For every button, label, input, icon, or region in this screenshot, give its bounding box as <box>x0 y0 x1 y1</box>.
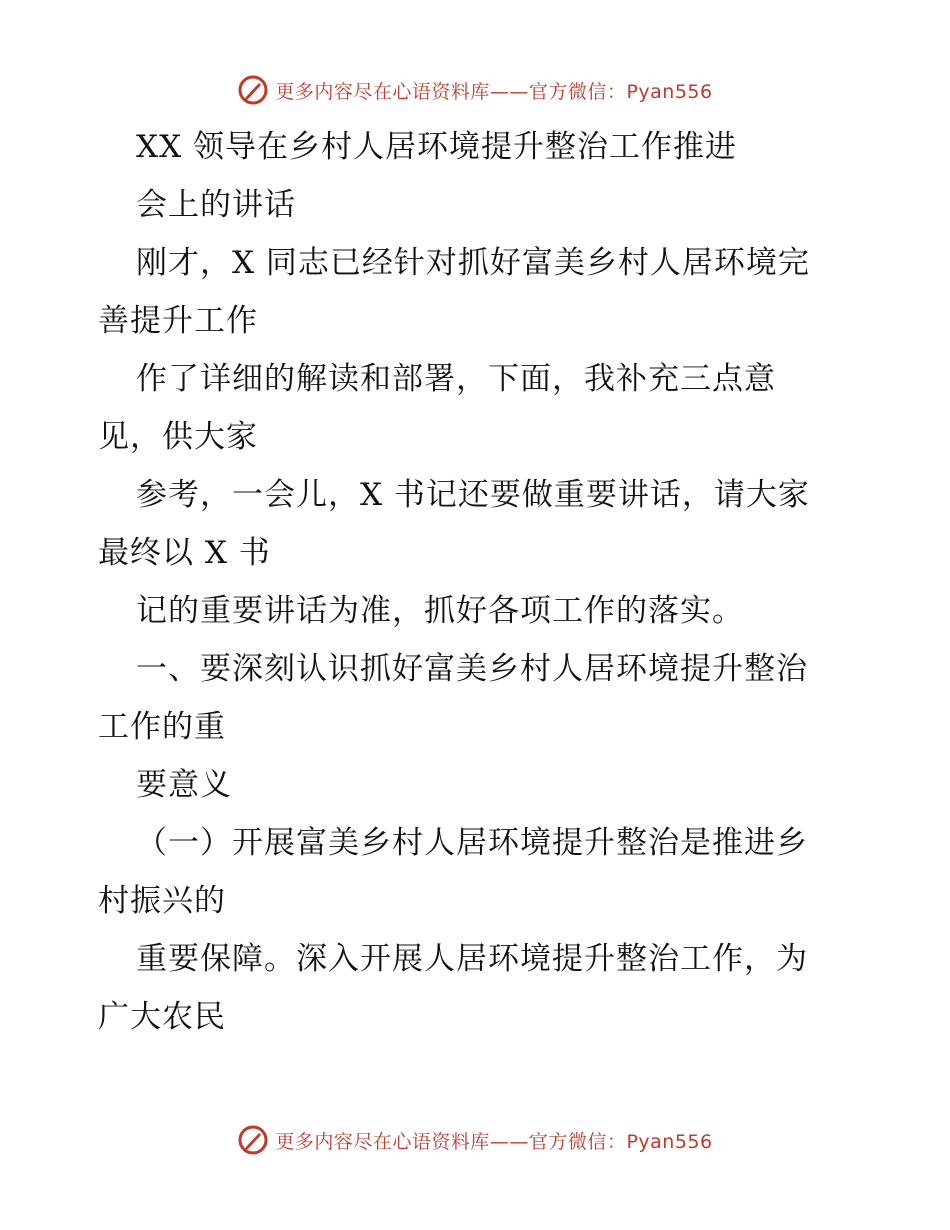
watermark-text <box>275 1127 712 1154</box>
quill-logo-icon <box>237 74 269 106</box>
header-watermark <box>0 70 950 110</box>
watermark-wechat-label: 官方微信： <box>528 80 627 103</box>
document-line: 善提升工作 <box>98 303 258 339</box>
document-line: 见，供大家 <box>98 419 258 455</box>
watermark-wechat-label: 官方微信： <box>528 1130 627 1153</box>
document-line: 广大农民 <box>98 999 226 1035</box>
watermark-separator: —— <box>489 1130 529 1153</box>
quill-logo-icon <box>237 1124 269 1156</box>
watermark-separator: —— <box>489 80 529 103</box>
document-line: 要意义 <box>136 767 232 803</box>
document-line: 参考，一会儿，X 书记还要做重要讲话，请大家 <box>136 477 810 513</box>
document-line: 作了详细的解读和部署，下面，我补充三点意 <box>136 361 776 397</box>
document-line: 记的重要讲话为准，抓好各项工作的落实。 <box>136 593 744 629</box>
watermark-text <box>275 77 712 104</box>
document-line: 村振兴的 <box>98 883 226 919</box>
watermark-slogan: 更多内容尽在心语资料库 <box>275 1130 490 1153</box>
watermark-slogan: 更多内容尽在心语资料库 <box>275 80 490 103</box>
document-line: 重要保障。深入开展人居环境提升整治工作，为 <box>136 941 808 977</box>
document-line: XX 领导在乡村人居环境提升整治工作推进 <box>136 129 737 165</box>
document-line: 最终以 X 书 <box>98 535 271 571</box>
document-line: （一）开展富美乡村人居环境提升整治是推进乡 <box>136 825 808 861</box>
document-line: 一、要深刻认识抓好富美乡村人居环境提升整治 <box>136 651 808 687</box>
document-line: 刚才，X 同志已经针对抓好富美乡村人居环境完 <box>136 245 810 281</box>
document-line: 会上的讲话 <box>136 187 296 223</box>
watermark-wechat-id: Pyan556 <box>626 1130 713 1153</box>
footer-watermark <box>0 1120 950 1160</box>
document-line: 工作的重 <box>98 709 226 745</box>
watermark-wechat-id: Pyan556 <box>626 80 713 103</box>
document-body <box>98 118 858 1046</box>
